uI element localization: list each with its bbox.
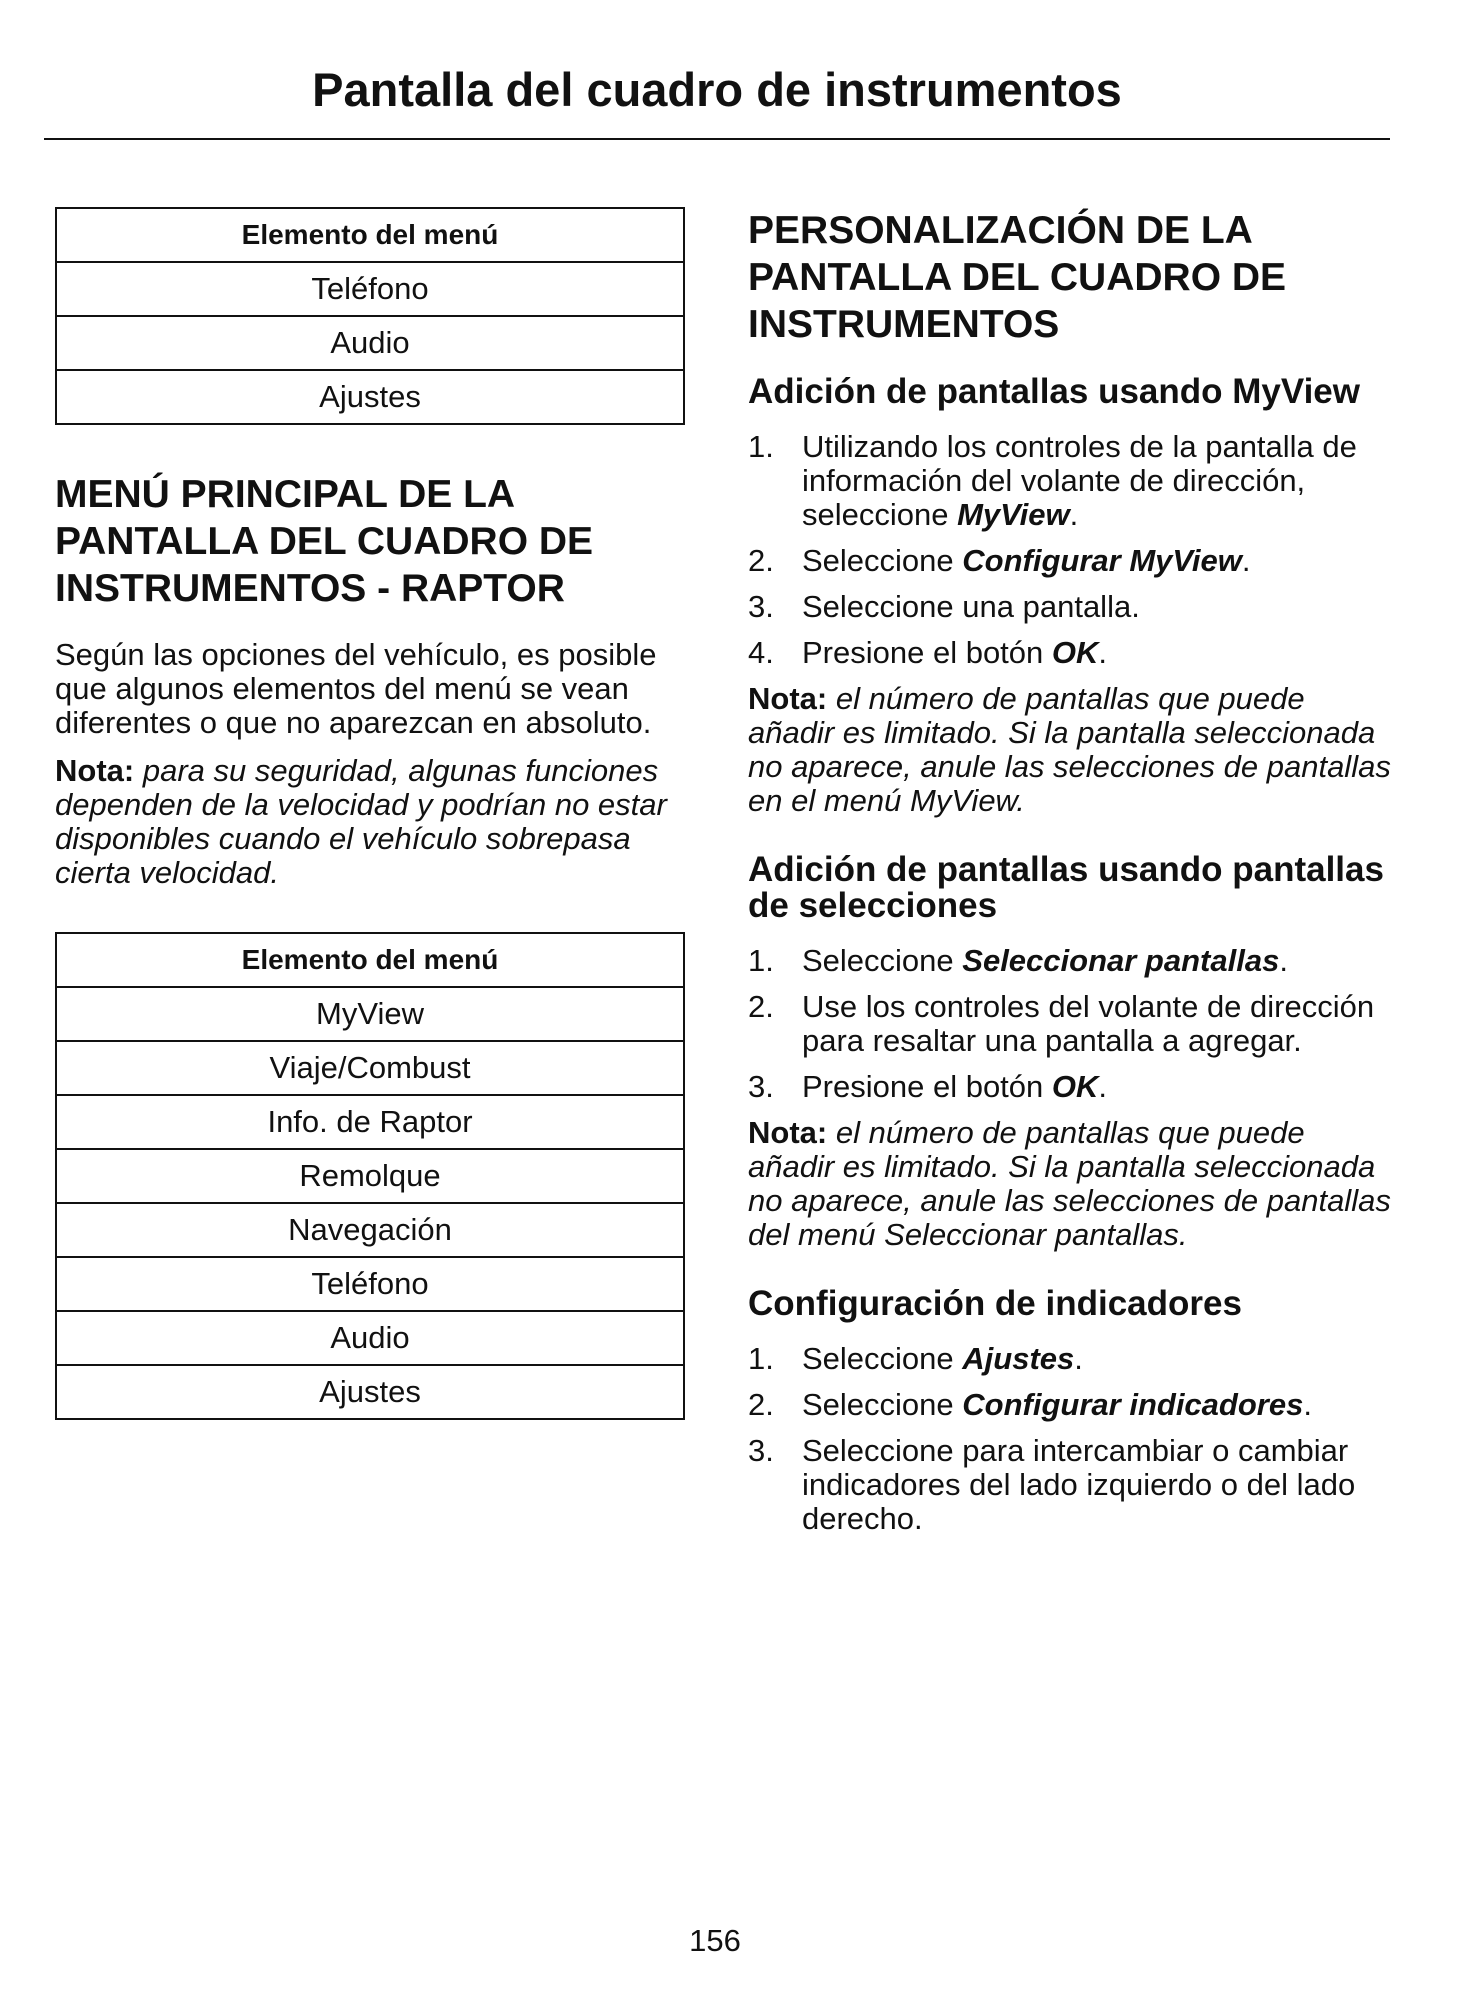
list-item: 3. Presione el botón OK. xyxy=(748,1069,1108,1104)
section-heading-main-menu: MENÚ PRINCIPAL DE LA PANTALLA DEL CUADRO DE INSTRUMENTOS - RAPTOR xyxy=(55,473,594,610)
table-row: Viaje/Combust xyxy=(56,1041,684,1095)
table-row: Ajustes xyxy=(56,370,684,424)
table-row: MyView xyxy=(56,987,684,1041)
list-item: 1. Utilizando los controles de la pantalla de información del volante de dirección, seleccione MyView. xyxy=(748,429,1357,532)
list-item: 2. Use los controles del volante de dirección para resaltar una pantalla a agregar. xyxy=(748,989,1375,1058)
steps-list-selection-screens xyxy=(748,944,1398,1104)
body-paragraph: Según las opciones del vehículo, es posible que algunos elementos del menú se vean diferentes o que no aparezcan en absoluto. xyxy=(55,637,657,740)
list-item: 4. Presione el botón OK. xyxy=(748,635,1108,670)
list-item: 2. Seleccione Configurar MyView. xyxy=(748,543,1251,578)
list-item: 3. Seleccione una pantalla. xyxy=(748,589,1140,624)
list-item: 1. Seleccione Ajustes. xyxy=(748,1341,1083,1376)
table-row: Remolque xyxy=(56,1149,684,1203)
left-column xyxy=(55,207,685,1420)
table-row: Teléfono xyxy=(56,1257,684,1311)
note-label: Nota: xyxy=(748,1115,828,1150)
table-row: Teléfono xyxy=(56,262,684,316)
title-divider xyxy=(44,138,1390,140)
table-row: Audio xyxy=(56,1311,684,1365)
table-row: Ajustes xyxy=(56,1365,684,1419)
right-column xyxy=(748,207,1398,1548)
section-heading-customization: PERSONALIZACIÓN DE LA PANTALLA DEL CUADRO DE INSTRUMENTOS xyxy=(748,209,1287,346)
table-row: Info. de Raptor xyxy=(56,1095,684,1149)
list-item: 1. Seleccione Seleccionar pantallas. xyxy=(748,943,1288,978)
steps-list-indicators xyxy=(748,1342,1398,1536)
note-paragraph xyxy=(748,1116,1398,1252)
note-text: el número de pantallas que puede añadir es limitado. Si la pantalla seleccionada no aparece, anule las selecciones de pantallas del menú Seleccionar pantallas. xyxy=(748,1115,1391,1252)
menu-items-table-raptor xyxy=(55,932,685,1420)
menu-items-table xyxy=(55,207,685,425)
note-label: Nota: xyxy=(748,681,828,716)
note-paragraph xyxy=(748,682,1398,818)
steps-list-myview xyxy=(748,430,1398,670)
table-row: Audio xyxy=(56,316,684,370)
list-item: 2. Seleccione Configurar indicadores. xyxy=(748,1387,1312,1422)
subheading-indicators: Configuración de indicadores xyxy=(748,1284,1242,1323)
subheading-myview: Adición de pantallas usando MyView xyxy=(748,372,1360,411)
table-header: Elemento del menú xyxy=(56,208,684,262)
subheading-selection-screens: Adición de pantallas usando pantallas de selecciones xyxy=(748,850,1384,925)
table-header: Elemento del menú xyxy=(56,933,684,987)
page-number: 156 xyxy=(689,1923,741,1958)
page-title: Pantalla del cuadro de instrumentos xyxy=(312,63,1122,116)
table-row: Navegación xyxy=(56,1203,684,1257)
note-text: para su seguridad, algunas funciones dependen de la velocidad y podrían no estar disponibles cuando el vehículo sobrepasa cierta velocidad. xyxy=(55,753,667,890)
note-text: el número de pantallas que puede añadir es limitado. Si la pantalla seleccionada no aparece, anule las selecciones de pantallas en el menú MyView. xyxy=(748,681,1391,818)
list-item: 3. Seleccione para intercambiar o cambiar indicadores del lado izquierdo o del lado derecho. xyxy=(748,1433,1356,1536)
note-paragraph xyxy=(55,754,685,890)
note-label: Nota: xyxy=(55,753,135,788)
